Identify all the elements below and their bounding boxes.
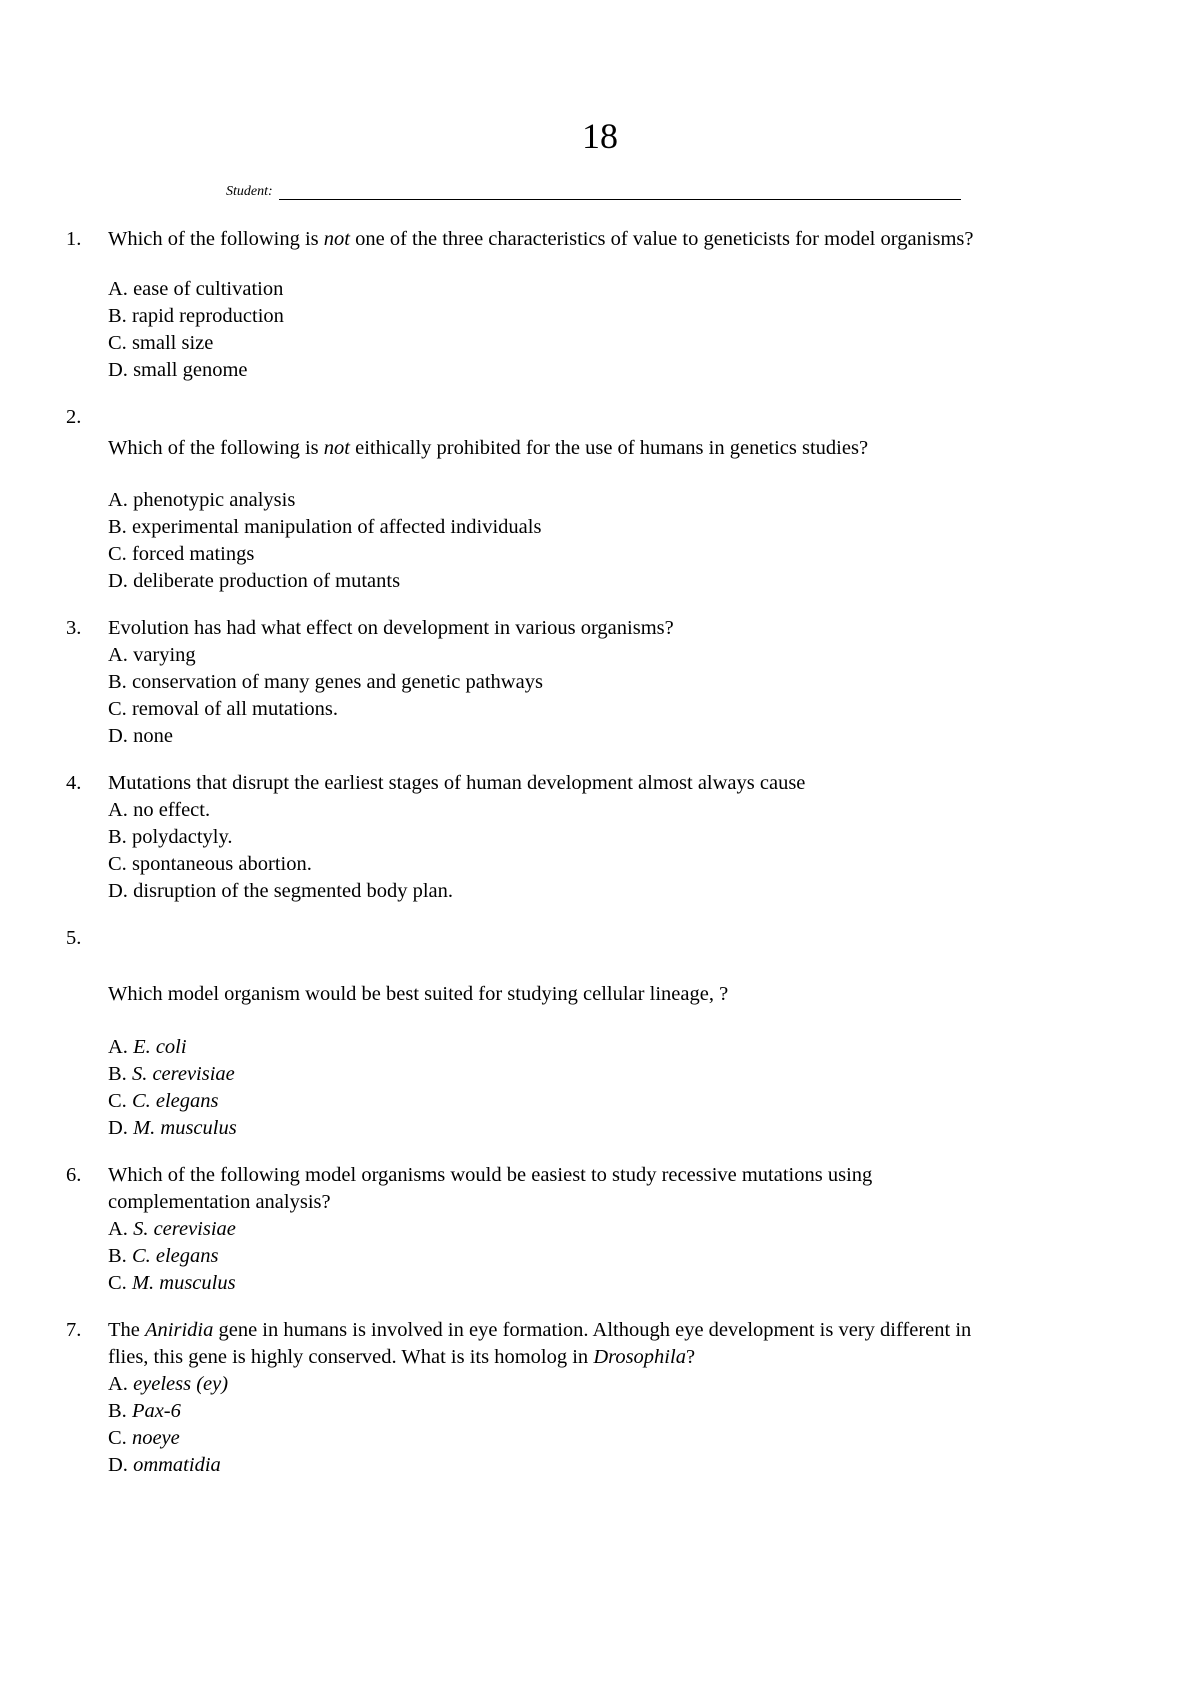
option-letter: A. <box>108 1036 128 1058</box>
option-letter: B. <box>108 826 127 848</box>
option-text: rapid reproduction <box>131 305 284 327</box>
option-letter: A. <box>108 1373 128 1395</box>
answer-option-c[interactable] <box>108 851 1166 878</box>
option-letter: A. <box>108 799 128 821</box>
option-text: none <box>133 725 173 747</box>
answer-option-c[interactable] <box>108 696 1166 723</box>
answer-option-b[interactable] <box>108 1398 1166 1425</box>
answer-option-a[interactable] <box>108 276 1166 303</box>
option-letter: B. <box>108 1063 127 1085</box>
question-1 <box>66 226 1166 384</box>
option-letter: B. <box>108 1245 127 1267</box>
option-text: noeye <box>131 1427 180 1449</box>
stem-text: Which of the following is <box>108 228 324 250</box>
answer-option-d[interactable] <box>108 1452 1166 1479</box>
option-text: Pax-6 <box>131 1400 181 1422</box>
question-6 <box>66 1162 1166 1297</box>
answer-option-b[interactable] <box>108 824 1166 851</box>
question-stem <box>108 404 1166 462</box>
option-letter: C. <box>108 543 127 565</box>
answer-option-d[interactable] <box>108 357 1166 384</box>
answer-option-b[interactable] <box>108 1061 1166 1088</box>
answer-option-b[interactable] <box>108 303 1166 330</box>
answer-options <box>108 276 1166 384</box>
answer-option-b[interactable] <box>108 514 1166 541</box>
answer-options <box>108 1216 1166 1297</box>
option-text: disruption of the segmented body plan. <box>133 880 454 902</box>
question-stem: Which model organism would be best suited for studying cellular lineage, ? <box>108 983 729 1005</box>
option-text: eyeless (ey) <box>133 1373 229 1395</box>
option-letter: B. <box>108 516 127 538</box>
answer-option-a[interactable] <box>108 1034 1166 1061</box>
stem-text: Which of the following is <box>108 437 324 459</box>
option-text: S. cerevisiae <box>133 1218 236 1240</box>
answer-option-c[interactable] <box>108 1425 1166 1452</box>
stem-gene-name: Aniridia <box>145 1319 214 1341</box>
option-letter: C. <box>108 853 127 875</box>
option-text: small size <box>131 332 214 354</box>
question-stem: Evolution has had what effect on development in various organisms? <box>108 617 674 639</box>
stem-text: one of the three characteristics of value to geneticists for model organisms? <box>349 228 974 250</box>
option-letter: A. <box>108 278 128 300</box>
answer-option-d[interactable] <box>108 1115 1166 1142</box>
option-text: S. cerevisiae <box>131 1063 235 1085</box>
answer-option-d[interactable] <box>108 568 1166 595</box>
option-letter: D. <box>108 359 128 381</box>
stem-text: The <box>108 1319 145 1341</box>
answer-option-a[interactable] <box>108 487 1166 514</box>
option-letter: C. <box>108 332 127 354</box>
question-7 <box>66 1317 1166 1479</box>
option-text: small genome <box>133 359 248 381</box>
question-3 <box>66 615 1166 750</box>
answer-option-c[interactable] <box>108 1270 1166 1297</box>
page-number: 18 <box>582 116 618 156</box>
stem-emphasis: not <box>323 228 350 250</box>
option-letter: B. <box>108 671 127 693</box>
question-number: 2. <box>66 406 82 428</box>
option-letter: C. <box>108 1272 127 1294</box>
option-text: E. coli <box>133 1036 187 1058</box>
question-4 <box>66 770 1166 905</box>
option-letter: A. <box>108 644 128 666</box>
option-letter: D. <box>108 880 128 902</box>
answer-option-d[interactable] <box>108 723 1166 750</box>
option-letter: A. <box>108 489 128 511</box>
stem-emphasis: not <box>323 437 350 459</box>
option-text: ease of cultivation <box>133 278 284 300</box>
option-text: deliberate production of mutants <box>133 570 401 592</box>
answer-option-c[interactable] <box>108 541 1166 568</box>
answer-option-c[interactable] <box>108 1088 1166 1115</box>
option-text: forced matings <box>131 543 255 565</box>
option-text: no effect. <box>133 799 211 821</box>
option-text: M. musculus <box>131 1272 236 1294</box>
option-letter: C. <box>108 1090 127 1112</box>
question-stem <box>108 1317 1166 1344</box>
option-letter: D. <box>108 1454 128 1476</box>
option-text: removal of all mutations. <box>131 698 339 720</box>
option-text: C. elegans <box>131 1245 219 1267</box>
option-text: conservation of many genes and genetic pathways <box>131 671 543 693</box>
question-number: 1. <box>66 228 82 250</box>
stem-text: flies, this gene is highly conserved. What is its homolog in <box>108 1346 594 1368</box>
option-letter: A. <box>108 1218 128 1240</box>
student-name-blank[interactable] <box>279 185 961 200</box>
option-text: experimental manipulation of affected individuals <box>131 516 542 538</box>
answer-options <box>108 1371 1166 1479</box>
question-stem <box>108 1344 1166 1371</box>
question-stem: Which of the following model organisms would be easiest to study recessive mutations using <box>108 1164 873 1186</box>
question-stem <box>108 226 1166 253</box>
question-number: 3. <box>66 617 82 639</box>
student-label: Student: <box>226 184 273 199</box>
option-text: M. musculus <box>133 1117 237 1139</box>
option-text: phenotypic analysis <box>133 489 296 511</box>
answer-option-b[interactable] <box>108 1243 1166 1270</box>
question-5 <box>66 925 1166 1142</box>
option-letter: D. <box>108 570 128 592</box>
question-number: 7. <box>66 1319 82 1341</box>
option-letter: D. <box>108 1117 128 1139</box>
question-stem: complementation analysis? <box>108 1191 331 1213</box>
stem-text: ? <box>685 1346 696 1368</box>
question-2 <box>66 404 1166 595</box>
answer-option-c[interactable] <box>108 330 1166 357</box>
question-number: 6. <box>66 1164 82 1186</box>
answer-option-d[interactable] <box>108 878 1166 905</box>
student-name-line <box>226 184 961 200</box>
option-text: ommatidia <box>133 1454 221 1476</box>
answer-option-a[interactable] <box>108 1371 1166 1398</box>
stem-organism-name: Drosophila <box>593 1346 686 1368</box>
question-number: 5. <box>66 927 82 949</box>
answer-option-a[interactable] <box>108 642 1166 669</box>
stem-text: eithically prohibited for the use of humans in genetics studies? <box>349 437 869 459</box>
question-stem: Mutations that disrupt the earliest stages of human development almost always cause <box>108 772 806 794</box>
stem-text: gene in humans is involved in eye formation. Although eye development is very different in <box>213 1319 972 1341</box>
option-letter: D. <box>108 725 128 747</box>
answer-option-b[interactable] <box>108 669 1166 696</box>
option-text: varying <box>133 644 196 666</box>
option-letter: B. <box>108 1400 127 1422</box>
option-text: spontaneous abortion. <box>131 853 312 875</box>
option-text: C. elegans <box>131 1090 219 1112</box>
answer-options <box>108 797 1166 905</box>
question-list <box>66 226 1166 1479</box>
option-letter: C. <box>108 698 127 720</box>
answer-options <box>108 487 1166 595</box>
option-letter: B. <box>108 305 127 327</box>
answer-option-a[interactable] <box>108 1216 1166 1243</box>
answer-options <box>108 1034 1166 1142</box>
option-letter: C. <box>108 1427 127 1449</box>
question-number: 4. <box>66 772 82 794</box>
option-text: polydactyly. <box>131 826 233 848</box>
answer-option-a[interactable] <box>108 797 1166 824</box>
answer-options <box>108 642 1166 750</box>
